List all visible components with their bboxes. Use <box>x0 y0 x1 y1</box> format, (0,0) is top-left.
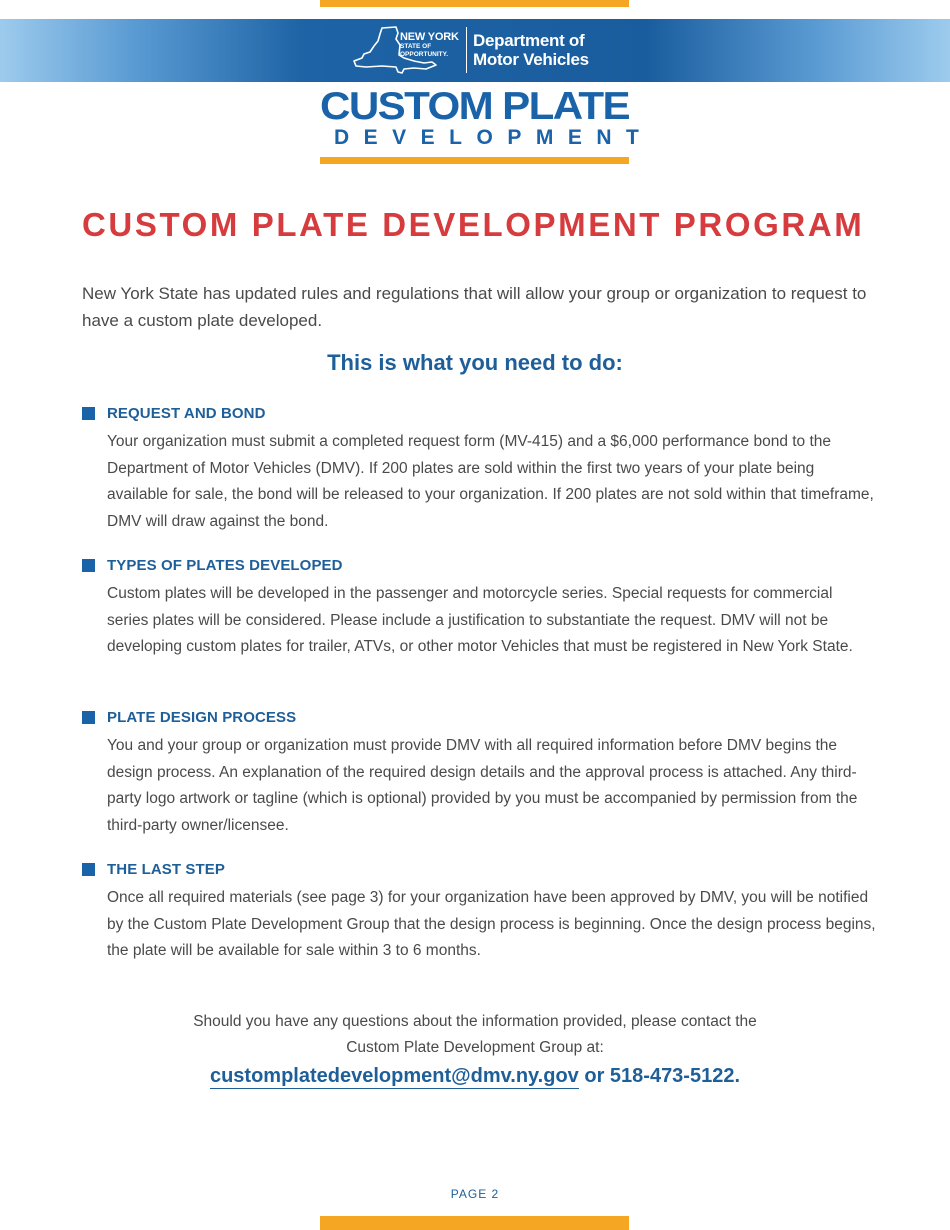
email-link[interactable]: customplatedevelopment@dmv.ny.gov <box>209 1065 579 1087</box>
section-title: PLATE DESIGN PROCESS <box>107 708 297 726</box>
section-body: You and your group or organization must provide DMV with all required information before DMV begins the design process. An explanation of the required design details and the approval process is attached. Any third-party logo artwork or tagline (which is optional) provided by you must be accompanied by permission from the third-party owner/licensee. <box>107 737 858 834</box>
section-title: TYPES OF PLATES DEVELOPED <box>107 556 343 574</box>
phone-number: or 518-473-5122. <box>578 1065 741 1087</box>
ny-state-name: NEW YORK <box>400 31 459 43</box>
brand-line1: CUSTOM PLATE <box>320 85 629 128</box>
department-name <box>473 31 589 69</box>
department-line1: Department of <box>473 31 585 50</box>
nys-dmv-logo <box>352 25 589 75</box>
section-the-last-step <box>82 859 882 965</box>
custom-plate-brand <box>320 85 654 149</box>
square-bullet-icon <box>82 863 95 876</box>
section-body: Once all required materials (see page 3) for your organization have been approved by DMV, you will be notified by the Custom Plate Development Group that the design process is beginning. Once the design process begins, the plate will be available for sale within 3 to 6 months. <box>107 889 876 959</box>
department-line2: Motor Vehicles <box>473 50 589 69</box>
logo-divider <box>466 27 467 73</box>
contact-line1: Should you have any questions about the information provided, please contact the <box>193 1013 757 1030</box>
bottom-accent-bar <box>320 1216 629 1230</box>
page-title: CUSTOM PLATE DEVELOPMENT PROGRAM <box>82 206 865 243</box>
brand-line2: DEVELOPMENT <box>334 126 654 149</box>
ny-tagline-2: OPPORTUNITY. <box>400 50 449 58</box>
contact-text <box>0 1009 950 1061</box>
square-bullet-icon <box>82 407 95 420</box>
page-number: PAGE 2 <box>450 1187 500 1201</box>
section-plate-design-process <box>82 707 882 839</box>
section-title: THE LAST STEP <box>107 860 225 878</box>
section-body: Your organization must submit a completed request form (MV-415) and a $6,000 performance bond to the Department of Motor Vehicles (DMV). If 200 plates are sold within the first two years of your plate being available for sale, the bond will be released to your organization. If 200 plates are not sold within that timeframe, DMV will draw against the bond. <box>107 433 874 530</box>
brand-underline-bar <box>320 157 629 164</box>
intro-paragraph: New York State has updated rules and regulations that will allow your group or organization to request to have a custom plate developed. <box>82 284 867 330</box>
section-body: Custom plates will be developed in the passenger and motorcycle series. Special requests for commercial series plates will be considered. Please include a justification to substantiate the request. DMV will not be developing custom plates for trailer, ATVs, or other motor Vehicles that must be registered in New York State. <box>107 585 853 655</box>
section-types-of-plates <box>82 555 882 661</box>
square-bullet-icon <box>82 559 95 572</box>
contact-line2: Custom Plate Development Group at: <box>346 1039 604 1056</box>
square-bullet-icon <box>82 711 95 724</box>
contact-details <box>0 1065 950 1088</box>
top-accent-bar <box>320 0 629 7</box>
ny-state-map-icon <box>352 25 462 75</box>
ny-tagline-1: STATE OF <box>400 43 432 50</box>
section-title: REQUEST AND BOND <box>107 404 266 422</box>
subheading: This is what you need to do: <box>327 350 623 375</box>
section-request-and-bond <box>82 403 882 535</box>
